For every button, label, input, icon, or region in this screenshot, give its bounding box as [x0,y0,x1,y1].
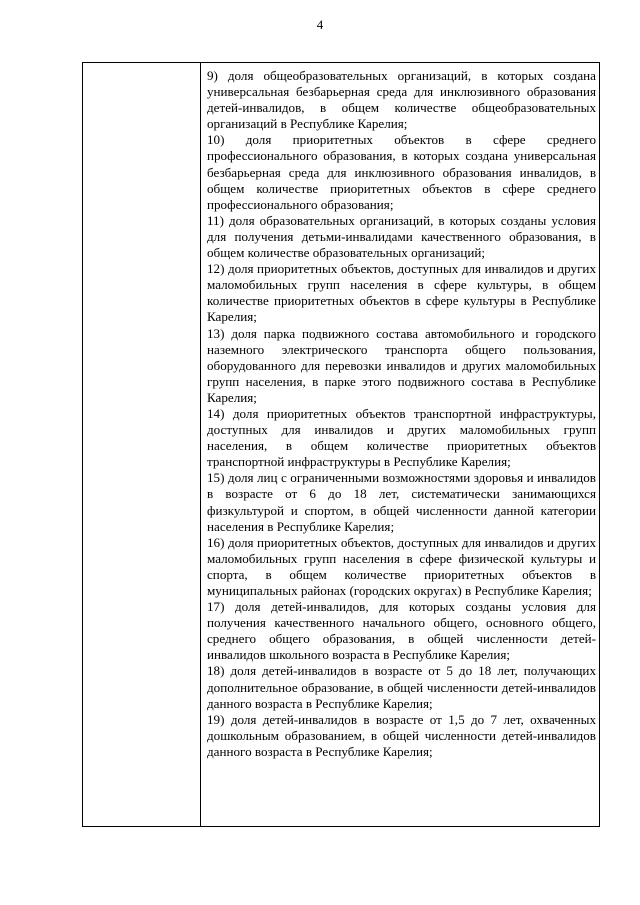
indicator-item-18: 18) доля детей-инвалидов в возрасте от 5 до 18 лет, получающих дополнительное образование, в общей численности детей-инвалидов данного возраста в Республике Карелия; [207,663,596,711]
indicator-item-9: 9) доля общеобразовательных организаций, в которых создана универсальная безбарьерная среда для инклюзивного образования детей-инвалидов, в общем количестве общеобразовательных организаций в Республике Карелия; [207,68,596,132]
indicator-item-11: 11) доля образовательных организаций, в которых созданы условия для получения детьми-инвалидами качественного образования, в общем количестве образовательных организаций; [207,212,596,261]
page-number: 4 [316,17,324,32]
table-column-divider [200,63,201,826]
indicator-item-15: 15) доля лиц с ограниченными возможностями здоровья и инвалидов в возрасте от 6 до 18 лет, систематически занимающихся физкультурой и спортом, в общей численности данной категории населения в Республике Карелия; [207,470,596,534]
indicators-list [207,68,596,760]
indicator-item-10: 10) доля приоритетных объектов в сфере среднего профессионального образования, в которых создана универсальная безбарьерная среда для инклюзивного образования инвалидов, в общем количестве приоритетных объектов в сфере среднего профессионального образования; [207,132,596,212]
indicator-item-17: 17) доля детей-инвалидов, для которых созданы условия для получения качественного начального общего, основного общего, среднего общего образования, в общей численности детей-инвалидов школьного возраста в Республике Карелия; [207,599,596,663]
indicators-table [82,62,600,827]
indicator-item-13: 13) доля парка подвижного состава автомобильного и городского наземного электрического транспорта общего пользования, оборудованного для перевозки инвалидов и других маломобильных групп населения, в парке этого подвижного состава в Республике Карелия; [207,325,596,405]
indicator-item-19: 19) доля детей-инвалидов в возрасте от 1,5 до 7 лет, охваченных дошкольным образованием, в общей численности детей-инвалидов данного возраста в Республике Карелия; [207,711,596,759]
indicator-item-14: 14) доля приоритетных объектов транспортной инфраструктуры, доступных для инвалидов и других маломобильных групп населения, в общем количестве приоритетных объектов транспортной инфраструктуры в Республике Карелия; [207,405,596,470]
indicator-item-16: 16) доля приоритетных объектов, доступных для инвалидов и других маломобильных групп населения в сфере физической культуры и спорта, в общем количестве приоритетных объектов в муниципальных районах (городских округах) в Республике Карелия; [207,534,596,598]
indicator-item-12: 12) доля приоритетных объектов, доступных для инвалидов и других маломобильных групп населения в сфере культуры, в общем количестве приоритетных объектов в сфере культуры в Республике Карелия; [207,261,596,325]
